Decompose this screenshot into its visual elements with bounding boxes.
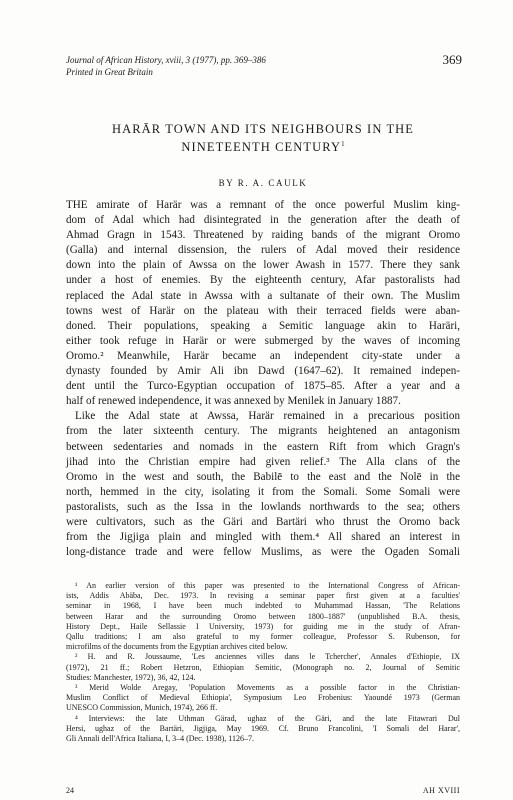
footnote-line: Gli Annali dell'Africa Italiana, I, 3–4 (Dec. 1938), 1126–7. [66, 734, 254, 744]
article-title [66, 122, 460, 155]
footnote-line: ⁴ Interviews: the late Uthman Gärad, ughaz of the Gäri, and the late Fitawrari Dul [75, 713, 460, 723]
printed-note: Printed in Great Britain [66, 67, 153, 77]
body-line: north, hemmed in the city, isolating it from the Somali. Some Somali were [66, 485, 460, 498]
footnote-line: Studies: Manchester, 1972), 36, 42, 124. [66, 672, 196, 682]
footnote-line: microfilms of the documents from the Egyptian archives cited below. [66, 642, 288, 652]
footnote-line: Qallu traditions; I am also grateful to my former colleague, Professor S. Rubenson, for [66, 632, 460, 642]
body-line: towns west of Harär on the plateau with their terraced fields were aban- [66, 304, 460, 317]
body-line: dynasty founded by Amir Ali ibn Dawd (1647–62). It remained indepen- [66, 365, 460, 378]
footnote-line: Muslim Conflict of Medieval Ethiopia', Symposium Leo Frobenius: Yaoundé 1973 (German [66, 693, 460, 703]
journal-citation: Journal of African History, xviii, 3 (1977), pp. 369–386 [66, 55, 266, 65]
body-line: were cultivators, such as the Gäri and Bartäri who thrust the Oromo back [66, 515, 460, 528]
body-line: (Galla) and internal dissension, the rulers of Adal moved their residence [66, 244, 460, 257]
author-byline: BY R. A. CAULK [218, 178, 308, 188]
body-line: replaced the Adal state in Awssa with a sultanate of their own. The Muslim [66, 289, 460, 302]
body-line: down into the plain of Awssa on the lower Awash in 1577. There they sank [66, 259, 460, 272]
footnote-line: between Harar and the surrounding Oromo between 1800–1887' (unpublished B.A. thesis, [66, 611, 460, 621]
page-number: 369 [442, 52, 462, 67]
body-line: dent until the Turco-Egyptian occupation of 1875–85. After a year and a [66, 380, 460, 393]
body-line: from the Jigjiga plain and mingled with them.⁴ All shared an interest in [66, 531, 460, 544]
footnote-line: UNESCO Commission, Munich, 1974), 266 ff. [66, 703, 218, 713]
body-line: under a host of enemies. By the eighteenth century, Afar pastoralists had [66, 274, 460, 287]
footnote-line: ³ Merid Wolde Aregay, 'Population Movements as a possible factor in the Christian- [75, 683, 460, 693]
body-line: THE amirate of Harär was a remnant of the once powerful Muslim king- [66, 199, 460, 211]
footnote-line: ists, Addis Abäba, Dec. 1973. In revising a seminar paper first given at a faculties' [66, 591, 460, 601]
footnote-line: (1972), 21 ff.; Robert Hetzron, Ethiopian Semitic, (Monograph no. 2, Journal of Semitic [66, 662, 460, 672]
body-line: Oromo.² Meanwhile, Harär became an independent city-state under a [66, 349, 460, 362]
footnote-line: ¹ An earlier version of this paper was presented to the International Congress of African- [75, 581, 460, 590]
body-line: jihad into the Christian empire had given relief.³ The Alla clans of the [66, 455, 460, 468]
title-line-1: HARĀR TOWN AND ITS NEIGHBOURS IN THE [111, 122, 415, 136]
body-line: Like the Adal state at Awssa, Harär remained in a precarious position [75, 410, 460, 423]
body-line: dom of Adal which had disintegrated in the generation after the death of [66, 214, 460, 227]
footnote-line: ² H. and R. Joussaume, 'Les anciennes villes dans le Tchercher', Annales d'Ethiopie, IX [75, 652, 460, 662]
body-text [66, 198, 460, 560]
footnote-line: Hersi, ughaz of the Bartäri, Jigjiga, May 1969. Cf. Bruno Francolini, 'I Somali del Harar', [66, 723, 460, 733]
body-line: Oromo in the west and south, the Babilē to the east and the Nolē in the [66, 470, 460, 483]
body-line: either took refuge in Harär or were submerged by the waves of incoming [66, 334, 460, 347]
body-line: half of renewed independence, it was annexed by Menilek in January 1887. [66, 395, 401, 408]
footnote-line: History Dept., Haile Sellassie I University, 1973) for guiding me in the study of Afran- [66, 621, 460, 631]
signature-number: 24 [66, 786, 74, 795]
title-line-2: NINETEENTH CENTURY [181, 140, 342, 155]
body-line: pastoralists, such as the Issa in the lowlands northwards to the sea; others [66, 500, 460, 513]
body-line: long-distance trade and were fellow Muslims, as were the Ogaden Somali [66, 546, 460, 559]
body-line: between sedentaries and nomads in the eastern Rift from which Gragn's [66, 440, 460, 453]
title-footnote-mark: 1 [341, 140, 345, 148]
title-line-2-wrap [66, 137, 460, 155]
signature-mark: AH XVIII [422, 786, 460, 795]
footnote-line: seminar in 1968, I have been much indebted to Muhammad Hassan, 'The Relations [66, 601, 460, 611]
body-line: doned. Their populations, speaking a Semitic language akin to Haräri, [66, 319, 460, 332]
body-line: Ahmad Gragn in 1543. Threatened by raiding bands of the migrant Oromo [66, 229, 460, 242]
body-line: from the later sixteenth century. The migrants heightened an antagonism [66, 425, 460, 438]
footnotes [66, 581, 460, 744]
running-header [66, 54, 460, 78]
